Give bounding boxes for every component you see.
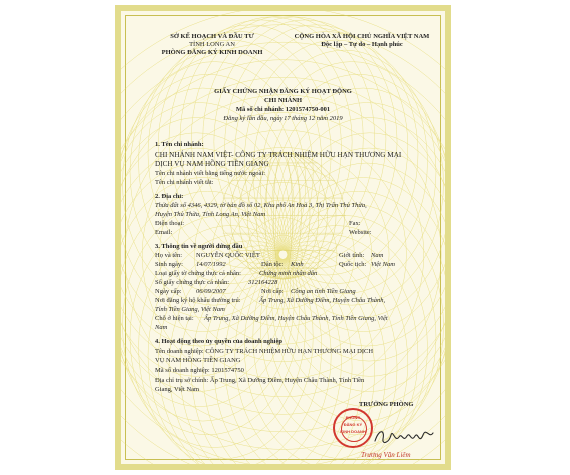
signer-name: Trương Văn Liêm [361,451,411,459]
id-number-value: 312164228 [248,279,278,286]
fax-label: Fax: [349,220,361,227]
signer-title: TRƯỞNG PHÒNG [359,401,414,408]
certificate-subtitle: CHI NHÁNH [263,97,303,104]
section-authorization-heading: 4. Hoạt động theo ủy quyền của doanh nghiệp [155,338,282,345]
issued-place-value: Công an tỉnh Tiền Giang [291,288,356,295]
id-number-label: Số giấy chứng thực cá nhân: [155,279,230,286]
issued-date-label: Ngày cấp: [155,288,182,295]
permanent-residence-line2: Tỉnh Tiền Giang, Việt Nam [155,306,225,313]
permanent-residence-line1: Ấp Trung, Xã Dưỡng Điềm, Huyện Châu Thành, [259,297,386,304]
national-motto: Độc lập – Tự do – Hạnh phúc [321,41,403,48]
id-type-value: Chứng minh nhân dân [259,270,318,277]
issued-place-label: Nơi cấp: [261,288,284,295]
address-line2: Huyện Thủ Thừa, Tỉnh Long An, Việt Nam [155,211,266,218]
section-head-person-heading: 3. Thông tin về người đứng đầu [155,243,243,250]
current-residence-line2: Nam [155,324,168,331]
dob-value: 14/07/1992 [196,261,226,268]
person-name-value: NGUYỄN QUỐC VIỆT [196,252,260,259]
headquarters-line2: Giang, Việt Nam [155,386,200,393]
certificate-title: GIẤY CHỨNG NHẬN ĐĂNG KÝ HOẠT ĐỘNG [214,88,352,95]
current-residence-label: Chỗ ở hiện tại: [155,315,194,322]
gender-value: Nam [371,252,384,259]
ethnic-value: Kinh [291,261,304,268]
republic-name: CỘNG HÒA XÃ HỘI CHỦ NGHĨA VIỆT NAM [294,33,430,40]
branch-code: Mã số chi nhánh: 1201574750-001 [235,106,331,113]
short-name-label: Tên chi nhánh viết tắt: [155,179,214,186]
email-label: Email: [155,229,173,236]
permanent-residence-label: Nơi đăng ký hộ khẩu thường trú: [155,297,241,304]
official-seal-stamp: PHÒNG ĐĂNG KÝ KINH DOANH [333,408,373,448]
branch-name-line2: DỊCH VỤ NAM HỒNG TIỀN GIANG [155,160,269,168]
company-name-line1: Tên doanh nghiệp: CÔNG TY TRÁCH NHIỆM HỮU HẠN THƯƠNG MẠI DỊCH [155,348,374,355]
nationality-label: Quốc tịch: [339,261,367,268]
agency-name: SỞ KẾ HOẠCH VÀ ĐẦU TƯ [170,33,254,40]
handwritten-signature [373,421,435,451]
agency-province: TỈNH LONG AN [189,41,235,48]
id-type-label: Loại giấy tờ chứng thực cá nhân: [155,270,241,277]
phone-label: Điện thoại: [155,220,185,227]
current-residence-line1: Ấp Trung, Xã Dưỡng Điềm, Huyện Châu Thành, Tỉnh Tiền Giang, Việt [204,315,388,322]
website-label: Website: [349,229,372,236]
headquarters-line1: Địa chỉ trụ sở chính: Ấp Trung, Xã Dưỡng Điềm, Huyện Châu Thành, Tỉnh Tiền [155,377,365,384]
ethnic-label: Dân tộc: [261,261,284,268]
address-line1: Thửa đất số 4346, 4329, tờ bản đồ số 02, Khu phố An Hoà 3, Thị Trấn Thủ Thừa, [155,202,367,209]
gender-label: Giới tính: [339,252,365,259]
person-name-label: Họ và tên: [155,252,183,259]
section-branch-name-heading: 1. Tên chi nhánh: [155,141,204,148]
agency-office: PHÒNG ĐĂNG KÝ KINH DOANH [161,49,263,56]
issued-date-value: 06/09/2007 [196,288,226,295]
foreign-name-label: Tên chi nhánh viết bằng tiếng nước ngoài: [155,170,266,177]
certificate-document [115,5,451,470]
dob-label: Sinh ngày: [155,261,183,268]
section-address-heading: 2. Địa chỉ: [155,193,184,200]
branch-name-line1: CHI NHÁNH NAM VIỆT- CÔNG TY TRÁCH NHIỆM HỮU HẠN THƯƠNG MẠI [155,151,402,159]
nationality-value: Việt Nam [371,261,395,268]
company-code: Mã số doanh nghiệp: 1201574750 [155,367,244,374]
registration-date: Đăng ký lần đầu, ngày 17 tháng 12 năm 2019 [223,115,343,122]
company-name-line2: VỤ NAM HỒNG TIỀN GIANG [155,357,241,364]
